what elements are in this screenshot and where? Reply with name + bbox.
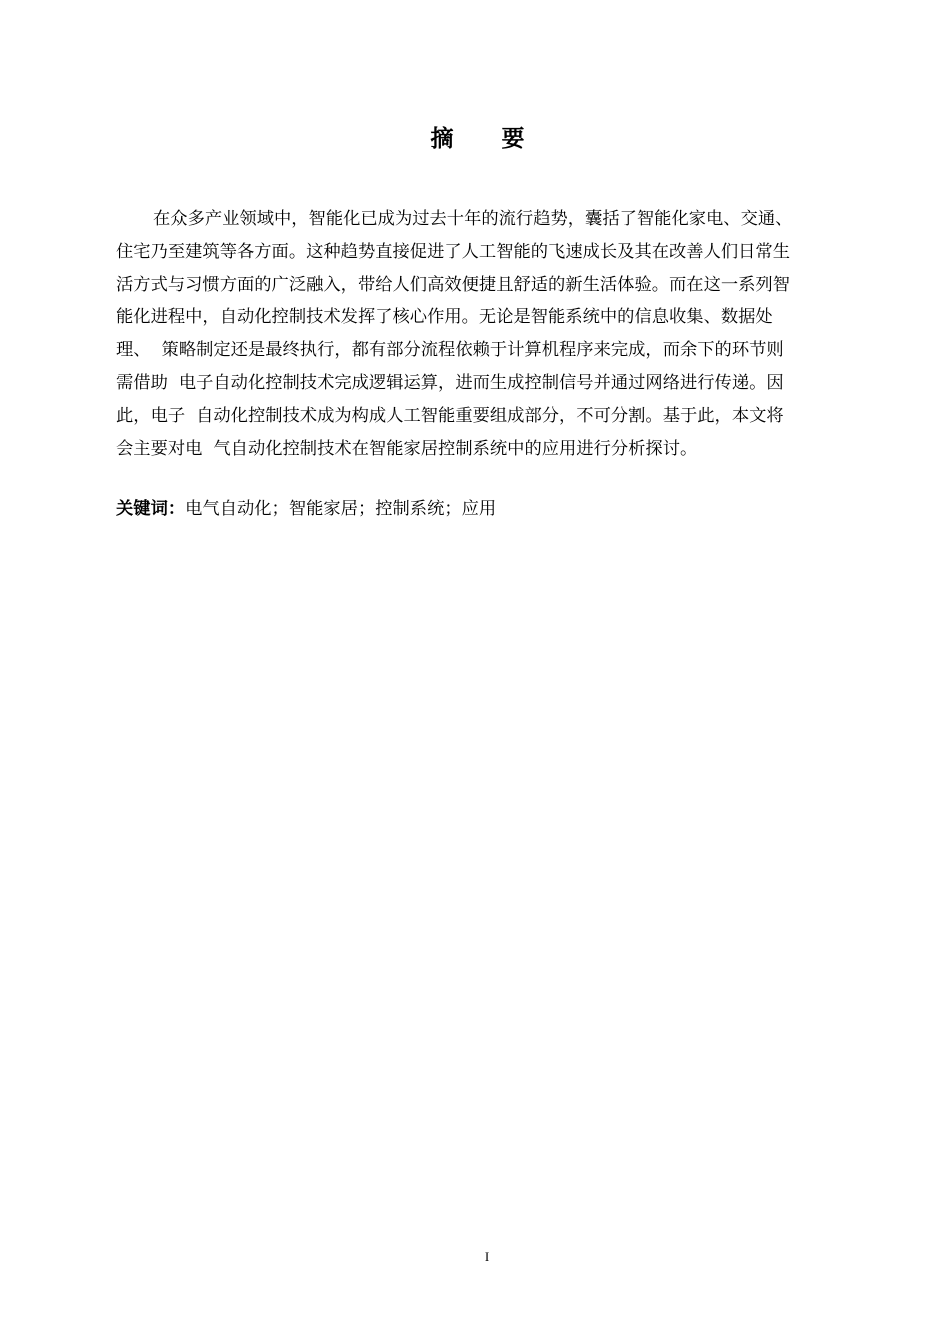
abstract-line: 需借助 电子自动化控制技术完成逻辑运算，进而生成控制信号并通过网络进行传递。因: [116, 372, 784, 393]
keywords: [116, 493, 496, 525]
abstract-line: 活方式与习惯方面的广泛融入，带给人们高效便捷且舒适的新生活体验。而在这一系列智: [116, 274, 790, 295]
abstract-line: 能化进程中，自动化控制技术发挥了核心作用。无论是智能系统中的信息收集、数据处: [116, 307, 773, 328]
abstract-title: 摘 要: [430, 126, 545, 152]
keywords-value: 电气自动化；智能家居；控制系统；应用: [185, 499, 497, 519]
abstract-line: 住宅乃至建筑等各方面。这种趋势直接促进了人工智能的飞速成长及其在改善人们日常生: [116, 241, 790, 262]
abstract-line: 理、 策略制定还是最终执行，都有部分流程依赖于计算机程序来完成，而余下的环节则: [116, 340, 784, 361]
abstract-line: 在众多产业领域中，智能化已成为过去十年的流行趋势，囊括了智能化家电、交通、: [153, 209, 793, 229]
page-number: I: [484, 1249, 490, 1264]
abstract-line: 会主要对电 气自动化控制技术在智能家居控制系统中的应用进行分析探讨。: [116, 438, 698, 459]
abstract-line: 此，电子 自动化控制技术成为构成人工智能重要组成部分，不可分割。基于此，本文将: [116, 405, 784, 426]
abstract-body: [116, 203, 862, 465]
keywords-label: 关键词：: [116, 499, 186, 519]
